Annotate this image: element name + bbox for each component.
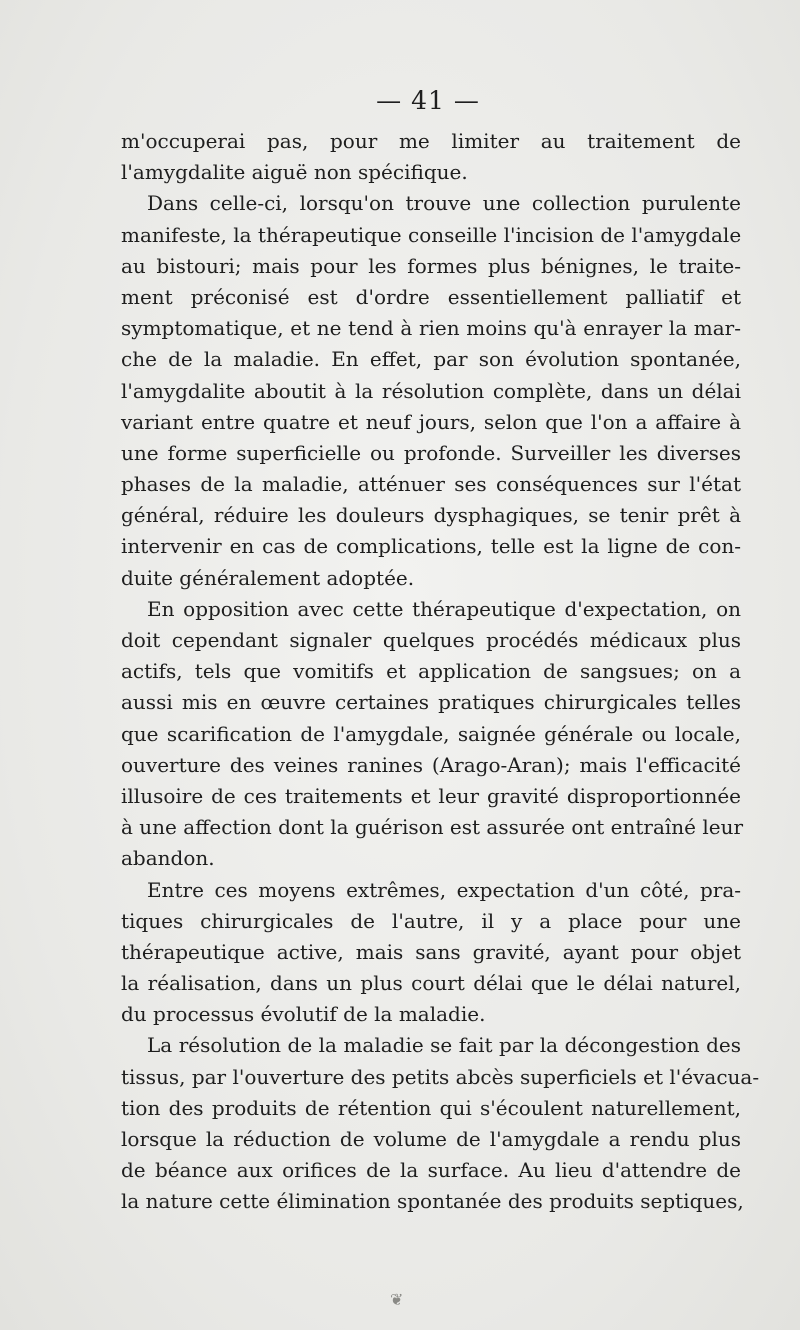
text-line: que scarification de l'amygdale, saignée générale ou locale, bbox=[121, 721, 741, 746]
text-line: tiques chirurgicales de l'autre, il y a place pour une bbox=[121, 908, 741, 933]
text-line: au bistouri; mais pour les formes plus bénignes, le traite- bbox=[121, 253, 741, 278]
text-line: manifeste, la thérapeutique conseille l'incision de l'amygdale bbox=[121, 222, 742, 247]
text-line: En opposition avec cette thérapeutique d'expectation, on bbox=[147, 596, 741, 621]
text-line: lorsque la réduction de volume de l'amygdale a rendu plus bbox=[121, 1127, 741, 1151]
text-line: abandon. bbox=[121, 846, 215, 871]
text-line: l'amygdalite aiguë non spécifique. bbox=[121, 160, 468, 185]
text-line: duite généralement adoptée. bbox=[121, 565, 415, 590]
text-line: la réalisation, dans un plus court délai que le délai naturel, bbox=[121, 971, 741, 996]
text-line: symptomatique, et ne tend à rien moins qu'à enrayer la mar- bbox=[121, 316, 741, 341]
printer-ornament-icon: ❦ bbox=[390, 1290, 404, 1309]
text-line: doit cependant signaler quelques procédés médicaux plus bbox=[121, 628, 741, 652]
text-line: actifs, tels que vomitifs et application de sangsues; on a bbox=[121, 659, 741, 684]
text-line: m'occuperai pas, pour me limiter au traitement de bbox=[121, 129, 741, 153]
text-line: à une affection dont la guérison est assurée ont entraîné leur bbox=[121, 815, 744, 840]
text-line: phases de la maladie, atténuer ses conséquences sur l'état bbox=[121, 472, 741, 497]
text-line: de béance aux orifices de la surface. Au lieu d'attendre de bbox=[121, 1158, 741, 1183]
text-line: une forme superficielle ou profonde. Surveiller les diverses bbox=[121, 440, 741, 465]
body-text bbox=[121, 126, 760, 1218]
text-line: l'amygdalite aboutit à la résolution complète, dans un délai bbox=[121, 378, 741, 403]
text-line: tion des produits de rétention qui s'écoulent naturellement, bbox=[121, 1095, 741, 1120]
text-line: intervenir en cas de complications, telle est la ligne de con- bbox=[121, 534, 741, 559]
text-line: thérapeutique active, mais sans gravité, ayant pour objet bbox=[121, 939, 741, 964]
text-line: la nature cette élimination spontanée des produits septiques, bbox=[121, 1189, 744, 1214]
text-line: Entre ces moyens extrêmes, expectation d'un côté, pra- bbox=[147, 877, 741, 902]
text-line: ouverture des veines ranines (Arago-Aran); mais l'efficacité bbox=[121, 752, 741, 777]
text-line: Dans celle-ci, lorsqu'on trouve une collection purulente bbox=[147, 191, 741, 216]
text-line: variant entre quatre et neuf jours, selon que l'on a affaire à bbox=[121, 409, 741, 434]
text-line: illusoire de ces traitements et leur gravité disproportionnée bbox=[121, 783, 741, 808]
page-number: — 41 — bbox=[376, 86, 480, 115]
text-line: che de la maladie. En effet, par son évolution spontanée, bbox=[121, 347, 741, 372]
text-line: La résolution de la maladie se fait par la décongestion des bbox=[147, 1033, 741, 1058]
text-line: aussi mis en œuvre certaines pratiques chirurgicales telles bbox=[121, 690, 741, 715]
text-line: ment préconisé est d'ordre essentiellement palliatif et bbox=[121, 284, 741, 309]
text-line: tissus, par l'ouverture des petits abcès superficiels et l'évacua- bbox=[121, 1064, 760, 1089]
text-line: général, réduire les douleurs dysphagiques, se tenir prêt à bbox=[121, 503, 741, 528]
text-line: du processus évolutif de la maladie. bbox=[121, 1002, 486, 1027]
